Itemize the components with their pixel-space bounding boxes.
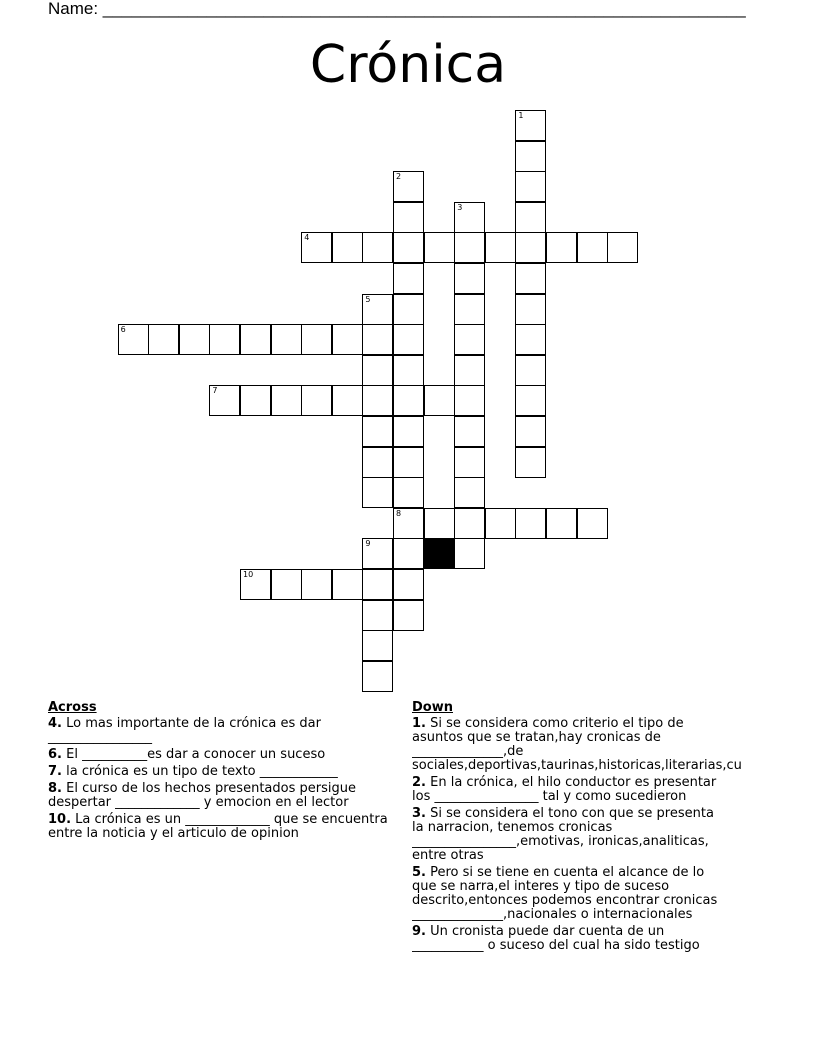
crossword-cell[interactable] [515,171,546,202]
down-clue [412,717,816,773]
clue-number: 1 [518,111,524,120]
clue-text: El curso de los hechos presentados persigue despertar _____________ y emocion en el lector [48,781,356,810]
clue-text: Si se considera el tono con que se presenta la narracion, tenemos cronicas ________________,emotivas, ironicas,analiticas, entre otras [412,806,714,863]
crossword-cell[interactable] [515,324,546,355]
clue-number: 2 [396,172,402,182]
across-clue [48,717,403,745]
clue-text: En la crónica, el hilo conductor es presentar los ________________ tal y como sucedieron [412,775,717,804]
crossword-cell[interactable] [393,232,424,263]
clue-text: Pero si se tiene en cuenta el alcance de lo que se narra,el interes y tipo de suceso descrito,entonces podemos encontrar cronicas ______________,nacionales o internacionales [412,865,718,922]
crossword-cell[interactable] [515,263,546,294]
across-clue-list [48,717,403,841]
crossword-cell[interactable] [271,324,302,355]
crossword-cell[interactable] [148,324,179,355]
across-heading: Across [48,700,97,715]
crossword-cell[interactable] [515,202,546,233]
crossword-cell[interactable] [393,600,424,631]
across-clue [48,813,403,841]
crossword-cell[interactable] [240,324,271,355]
crossword-cell[interactable] [179,324,210,355]
crossword-cell[interactable] [362,630,393,661]
clue-text: Un cronista puede dar cuenta de un ___________ o suceso del cual ha sido testigo [412,924,700,953]
crossword-cell[interactable] [515,385,546,416]
crossword-cell[interactable] [454,263,485,294]
clue-number-label: 4. [48,716,62,731]
down-clue [412,925,816,953]
crossword-cell[interactable] [515,355,546,386]
crossword-cell[interactable] [454,202,485,233]
crossword-cell[interactable] [515,110,546,141]
crossword-cell[interactable] [454,294,485,325]
crossword-cell[interactable] [301,324,332,355]
crossword-cell[interactable] [332,232,363,263]
clue-number: 8 [396,508,402,518]
crossword-cell[interactable] [393,385,424,416]
crossword-cell[interactable] [393,538,424,569]
crossword-cell[interactable] [546,508,577,539]
clue-number-label: 7. [48,764,62,779]
clue-number-label: 10. [48,812,72,827]
crossword-cell[interactable] [362,324,393,355]
crossword-cell[interactable] [393,171,424,202]
clue-number: 5 [365,294,371,304]
crossword-cell[interactable] [393,355,424,386]
across-clues [48,700,403,844]
crossword-cell[interactable] [301,232,332,263]
name-field[interactable]: Name: ____________________________________________________________________ [48,0,746,18]
crossword-cell[interactable] [454,324,485,355]
crossword-cell[interactable] [362,538,393,569]
crossword-cell[interactable] [362,447,393,478]
clue-number-label: 5. [412,865,426,880]
clue-text: El __________es dar a conocer un suceso [61,747,326,762]
crossword-cell[interactable] [515,141,546,172]
crossword-cell[interactable] [393,202,424,233]
crossword-cell[interactable] [240,569,271,600]
crossword-cell[interactable] [454,232,485,263]
crossword-cell[interactable] [393,294,424,325]
crossword-cell[interactable] [454,508,485,539]
clue-number: 6 [120,325,126,335]
crossword-cell[interactable] [454,416,485,447]
crossword-cell[interactable] [577,508,608,539]
crossword-cell[interactable] [240,385,271,416]
crossword-cell[interactable] [515,508,546,539]
crossword-cell[interactable] [577,232,608,263]
clue-number-label: 3. [412,806,426,821]
down-clues [412,700,816,956]
crossword-cell[interactable] [424,232,455,263]
crossword-cell[interactable] [393,569,424,600]
clue-number-label: 2. [412,775,426,790]
crossword-cell[interactable] [209,385,240,416]
crossword-cell[interactable] [362,416,393,447]
crossword-cell[interactable] [393,263,424,294]
crossword-cell[interactable] [515,416,546,447]
crossword-cell[interactable] [332,324,363,355]
crossword-cell[interactable] [362,569,393,600]
down-clue-list [412,717,816,953]
down-clue [412,776,816,804]
crossword-cell[interactable] [454,477,485,508]
crossword-cell[interactable] [454,447,485,478]
crossword-cell[interactable] [546,232,577,263]
crossword-cell[interactable] [515,232,546,263]
crossword-cell[interactable] [209,324,240,355]
crossword-cell[interactable] [515,294,546,325]
clue-text: La crónica es un _____________ que se encuentra entre la noticia y el articulo de opinion [48,812,388,841]
crossword-cell[interactable] [271,385,302,416]
crossword-cell[interactable] [424,508,455,539]
crossword-cell[interactable] [332,569,363,600]
down-clue [412,866,816,922]
clue-number: 3 [457,202,463,212]
clue-number-label: 6. [48,747,62,762]
crossword-cell[interactable] [393,447,424,478]
crossword-cell[interactable] [118,324,149,355]
crossword-cell[interactable] [393,508,424,539]
crossword-cell[interactable] [362,294,393,325]
crossword-cell[interactable] [362,355,393,386]
crossword-cell[interactable] [393,416,424,447]
clue-number-label: 9. [412,924,426,939]
crossword-cell[interactable] [454,538,485,569]
page-title: Crónica [309,35,507,95]
crossword-cell[interactable] [362,661,393,692]
clue-number: 9 [365,539,371,549]
across-clue [48,765,403,779]
crossword-cell[interactable] [362,232,393,263]
crossword-cell[interactable] [301,385,332,416]
clue-number: 10 [243,570,254,579]
crossword-cell[interactable] [332,385,363,416]
crossword-cell[interactable] [485,508,516,539]
clue-number: 4 [304,233,310,243]
crossword-cell[interactable] [454,355,485,386]
crossword-cell[interactable] [393,324,424,355]
crossword-cell[interactable] [515,447,546,478]
down-clue [412,807,816,863]
crossword-cell[interactable] [362,600,393,631]
clue-text: la crónica es un tipo de texto ____________ [61,764,338,779]
crossword-cell[interactable] [271,569,302,600]
crossword-cell[interactable] [454,385,485,416]
crossword-cell[interactable] [301,569,332,600]
crossword-cell[interactable] [607,232,638,263]
clue-number-label: 1. [412,716,426,731]
crossword-black-cell [424,538,455,569]
down-heading: Down [412,700,453,715]
clue-number: 7 [212,386,218,396]
crossword-cell[interactable] [485,232,516,263]
across-clue [48,748,403,762]
crossword-cell[interactable] [362,385,393,416]
across-clue [48,782,403,810]
crossword-cell[interactable] [393,477,424,508]
clue-text: Lo mas importante de la crónica es dar ________________ [48,716,321,745]
crossword-cell[interactable] [424,385,455,416]
clue-text: Si se considera como criterio el tipo de asuntos que se tratan,hay cronicas de ______________,de sociales,deportivas,taurinas,historicas,literarias,cu [412,716,742,773]
crossword-cell[interactable] [362,477,393,508]
clue-number-label: 8. [48,781,62,796]
